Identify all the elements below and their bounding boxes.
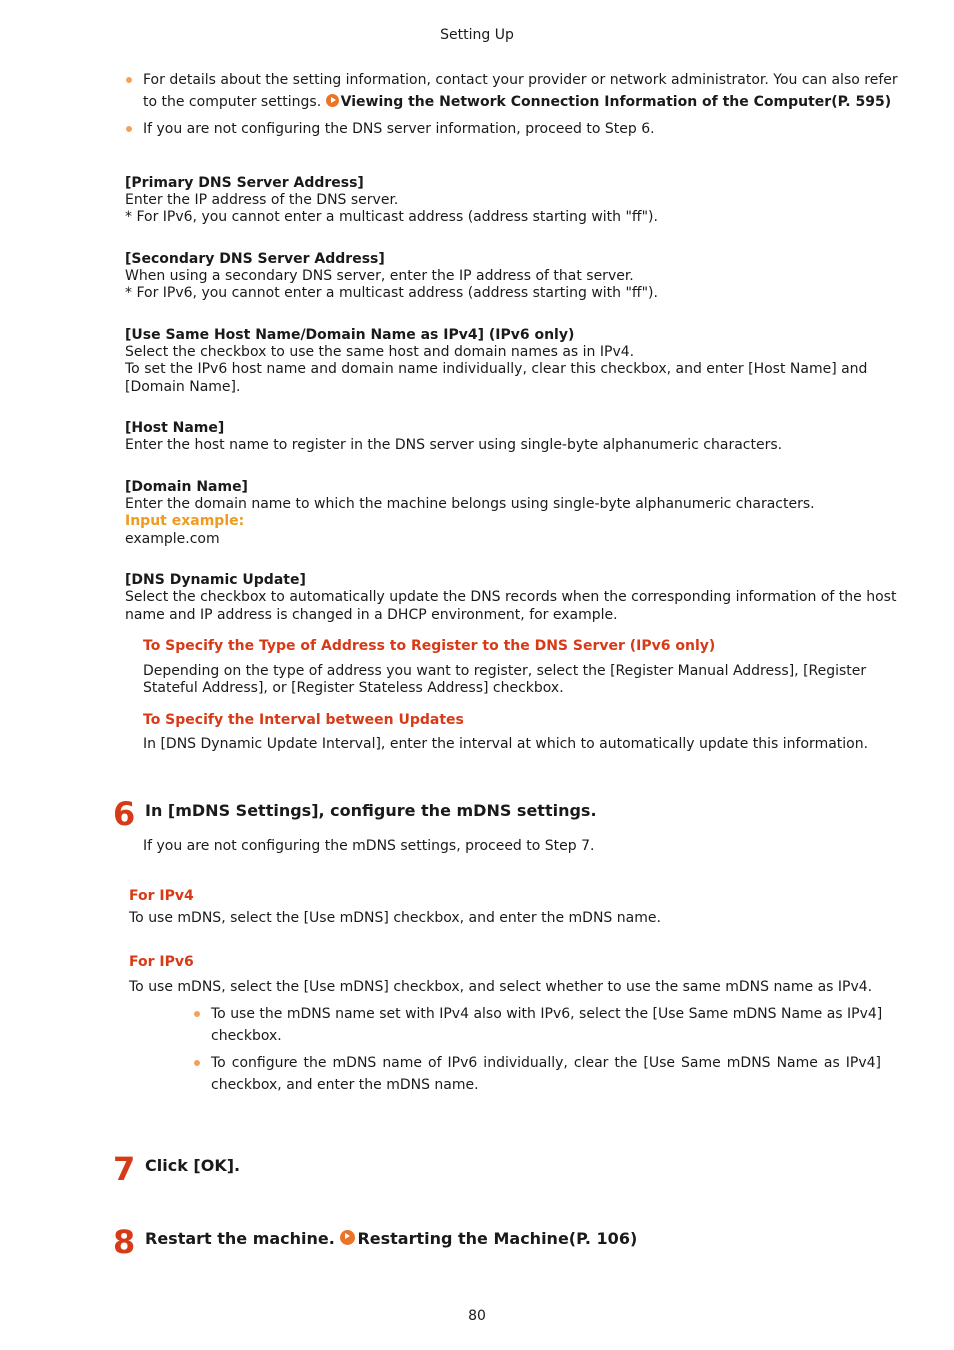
item-title-host-name: [Host Name] [125, 420, 225, 436]
example-label: Input example: [125, 513, 245, 529]
ipv6-text: To use mDNS, select the [Use mDNS] checkbox, and select whether to use the same mDNS name as IPv4. [129, 979, 873, 995]
bullet-dot [194, 1011, 200, 1017]
item-title-domain-name: [Domain Name] [125, 479, 248, 495]
note-1-prefix: to the computer settings. [143, 94, 322, 110]
ipv6-bullet-line: checkbox. [211, 1028, 282, 1044]
item-text: [Domain Name]. [125, 379, 241, 395]
step-number: 7 [113, 1150, 136, 1188]
bullet-dot [126, 126, 132, 132]
page-number: 80 [468, 1308, 486, 1324]
item-text: * For IPv6, you cannot enter a multicast address (address starting with "ff"). [125, 285, 658, 301]
note-1-line2 [143, 94, 891, 111]
subsection-text: Depending on the type of address you want to register, select the [Register Manual Address], [Register [143, 663, 867, 679]
ipv4-heading: For IPv4 [129, 888, 194, 904]
note-2: If you are not configuring the DNS server information, proceed to Step 6. [143, 121, 655, 137]
ipv6-bullet-line: checkbox, and enter the mDNS name. [211, 1077, 479, 1093]
item-text: name and IP address is changed in a DHCP environment, for example. [125, 607, 618, 623]
step-title-text: Restart the machine. [145, 1229, 335, 1248]
subsection-text: Stateful Address], or [Register Stateless Address] checkbox. [143, 680, 564, 696]
subsection-heading: To Specify the Interval between Updates [143, 712, 464, 728]
link-arrow-icon [340, 1230, 355, 1245]
subsection-heading: To Specify the Type of Address to Register to the DNS Server (IPv6 only) [143, 638, 716, 654]
bullet-dot [194, 1060, 200, 1066]
bullet-dot [126, 77, 132, 83]
item-title-same-host-name: [Use Same Host Name/Domain Name as IPv4] (IPv6 only) [125, 327, 575, 343]
example-value: example.com [125, 531, 220, 547]
item-title-primary-dns: [Primary DNS Server Address] [125, 175, 364, 191]
item-text: Enter the host name to register in the DNS server using single-byte alphanumeric characters. [125, 437, 783, 453]
page-header: Setting Up [440, 27, 514, 43]
ipv6-heading: For IPv6 [129, 954, 194, 970]
item-text: Select the checkbox to use the same host and domain names as in IPv4. [125, 344, 635, 360]
subsection-text: In [DNS Dynamic Update Interval], enter the interval at which to automatically update this information. [143, 736, 869, 752]
item-title-dns-dynamic-update: [DNS Dynamic Update] [125, 572, 306, 588]
step-title: Click [OK]. [145, 1156, 241, 1175]
item-text: Select the checkbox to automatically update the DNS records when the corresponding information of the host [125, 589, 897, 605]
item-title-secondary-dns: [Secondary DNS Server Address] [125, 251, 385, 267]
item-text: Enter the IP address of the DNS server. [125, 192, 399, 208]
link-restarting-machine[interactable]: Restarting the Machine(P. 106) [357, 1229, 638, 1248]
item-text: To set the IPv6 host name and domain name individually, clear this checkbox, and enter [Host Name] and [125, 361, 868, 377]
step-note: If you are not configuring the mDNS settings, proceed to Step 7. [143, 838, 595, 854]
step-title: In [mDNS Settings], configure the mDNS settings. [145, 801, 597, 820]
step-number: 6 [113, 795, 136, 833]
link-network-connection-info[interactable]: Viewing the Network Connection Information of the Computer(P. 595) [340, 94, 892, 110]
item-text: * For IPv6, you cannot enter a multicast address (address starting with "ff"). [125, 209, 658, 225]
item-text: When using a secondary DNS server, enter the IP address of that server. [125, 268, 634, 284]
ipv6-bullet-line: To configure the mDNS name of IPv6 individually, clear the [Use Same mDNS Name as IPv4] [211, 1055, 881, 1071]
note-1-line1: For details about the setting information, contact your provider or network administrator. You can also refer [143, 72, 898, 88]
link-arrow-icon [326, 94, 339, 107]
ipv4-text: To use mDNS, select the [Use mDNS] checkbox, and enter the mDNS name. [129, 910, 661, 926]
step-title [145, 1229, 637, 1249]
item-text: Enter the domain name to which the machine belongs using single-byte alphanumeric characters. [125, 496, 815, 512]
ipv6-bullet-line: To use the mDNS name set with IPv4 also with IPv6, select the [Use Same mDNS Name as IPv4] [211, 1006, 883, 1022]
step-number: 8 [113, 1223, 136, 1261]
